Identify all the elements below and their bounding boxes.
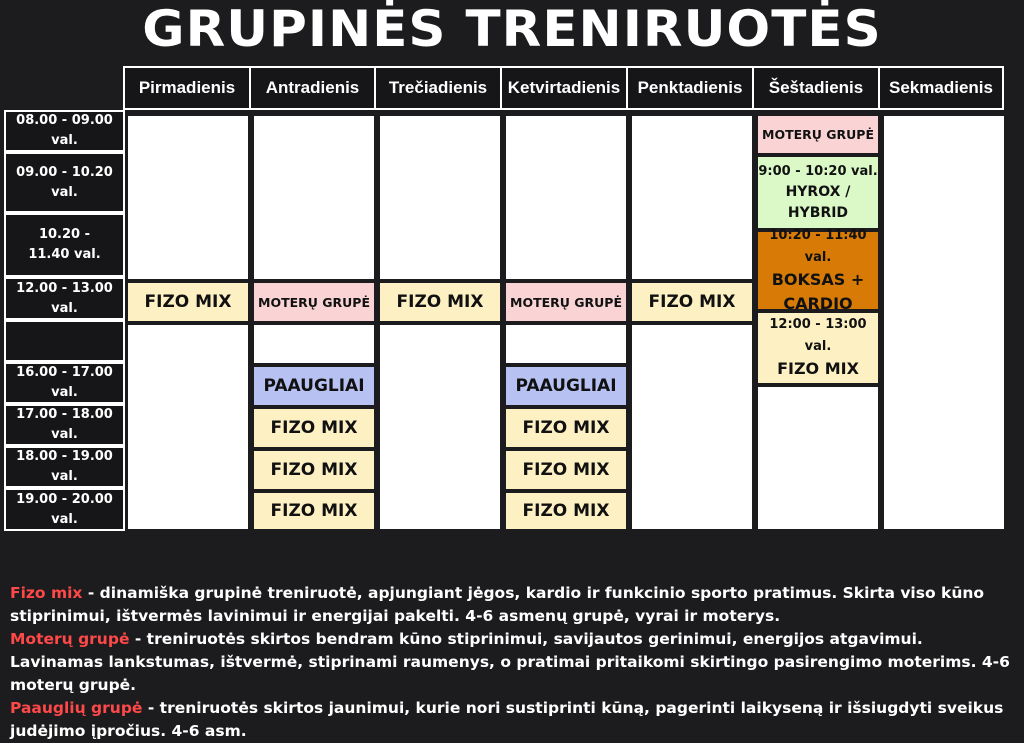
time-label: 09.00 - 10.20 [16,164,113,180]
day-header-friday: Penktadienis [626,66,754,110]
time-cell-0800 [4,110,125,152]
time-unit: 11.40 val. [28,247,101,262]
time-unit: val. [51,300,78,316]
class-block-moteru-grupe[interactable]: MOTERŲ GRUPĖ [254,283,374,321]
class-block-fizo-mix[interactable]: FIZO MIX [380,283,500,321]
day-header-tuesday: Antradienis [249,66,376,110]
class-block-fizo-mix[interactable]: FIZO MIX [254,409,374,447]
class-block-paaugliai[interactable]: PAAUGLIAI [506,367,626,405]
class-name: CARDIO [783,293,853,313]
time-cell-1700 [4,404,125,446]
time-cell-empty [4,320,125,362]
class-time: 10:20 - 11:40 val. [769,227,867,265]
time-unit: val. [51,427,78,442]
legend-description: - treniruotės skirtos bendram kūno stiprinimui, savijautos gerinimui, energijos atgavimui. Lavinamas lankstumas, ištvermė, stiprinami raumenys, o pratimai pritaikomi skirtingo pasirengimo moterims. 4-6 moterų grupė. [10,630,1010,694]
empty-slot [128,116,248,279]
legend-item-moteru-grupe [10,628,1014,697]
empty-slot [254,325,374,363]
time-cell-0900 [4,152,125,213]
empty-slot [884,116,1004,529]
time-label: 08.00 - 09.00 [16,113,113,128]
empty-slot [632,116,752,279]
class-time: 12:00 - 13:00 val. [769,317,867,354]
time-unit: val. [51,385,78,400]
time-cell-1200 [4,277,125,320]
day-header-wednesday: Trečiadienis [374,66,502,110]
time-label: 19.00 - 20.00 [16,491,113,507]
class-block-fizo-mix[interactable]: FIZO MIX [254,451,374,489]
time-label: 17.00 - 18.00 [16,407,113,422]
time-cell-1020 [4,213,125,277]
class-block-fizo-mix[interactable]: FIZO MIX [128,283,248,321]
time-unit: val. [51,511,78,527]
empty-slot [506,116,626,279]
legend-term: Moterų grupė [10,630,130,648]
class-block-fizo-mix[interactable]: FIZO MIX [254,493,374,529]
day-header-sunday: Sekmadienis [878,66,1004,110]
time-cell-1800 [4,446,125,488]
class-name: HYROX / [785,183,851,200]
class-block-fizo-mix[interactable]: FIZO MIX [506,451,626,489]
legend-item-paaugliu-grupe [10,697,1014,743]
day-header-monday: Pirmadienis [123,66,251,110]
class-block-fizo-mix[interactable]: FIZO MIX [506,493,626,529]
class-block-fizo-mix[interactable]: FIZO MIX [632,283,752,321]
empty-slot [758,387,878,529]
class-block-paaugliai[interactable]: PAAUGLIAI [254,367,374,405]
legend-term: Fizo mix [10,584,83,602]
time-cell-1900 [4,488,125,531]
empty-slot [254,116,374,279]
class-name: FIZO MIX [777,359,859,378]
time-unit: val. [51,469,78,484]
legend-term: Paauglių grupė [10,699,143,717]
time-label: 10.20 - [38,227,91,242]
class-block-fizo-mix[interactable]: FIZO MIX [506,409,626,447]
time-label: 12.00 - 13.00 [16,280,113,296]
time-cell-1600 [4,362,125,404]
class-time: 9:00 - 10:20 val. [758,163,878,179]
empty-slot [380,116,500,279]
time-label: 16.00 - 17.00 [16,365,113,380]
class-name: BOKSAS + [771,269,865,289]
day-header-saturday: Šeštadienis [752,66,880,110]
empty-slot [128,325,248,529]
empty-slot [380,325,500,529]
empty-slot [506,325,626,363]
time-label: 18.00 - 19.00 [16,449,113,464]
class-block-fizo-mix[interactable] [758,313,878,383]
class-block-moteru-grupe[interactable]: MOTERŲ GRUPĖ [758,116,878,153]
legend-description: - dinamiška grupinė treniruotė, apjungiant jėgos, kardio ir funkcinio sporto pratimus. Skirta viso kūno stiprinimui, ištvermės lavinimui ir energijai pakelti. 4-6 asmenų grupė, vyrai ir moterys. [10,584,985,625]
class-block-moteru-grupe[interactable]: MOTERŲ GRUPĖ [506,283,626,321]
class-block-boksas-cardio[interactable] [758,227,878,313]
time-unit: val. [51,184,78,200]
legend [10,582,1014,743]
legend-item-fizo-mix [10,582,1014,628]
page-title: GRUPINĖS TRENIRUOTĖS [142,0,882,58]
empty-slot [632,325,752,529]
class-name: HYBRID [787,204,849,221]
legend-description: - treniruotės skirtos jaunimui, kurie nori sustiprinti kūną, pagerinti laikyseną ir išsiugdyti sveikus judėjimo įpročius. 4-6 asm. [10,699,1004,740]
class-block-hyrox-hybrid[interactable] [758,157,878,228]
time-unit: val. [51,133,78,148]
day-header-thursday: Ketvirtadienis [500,66,628,110]
